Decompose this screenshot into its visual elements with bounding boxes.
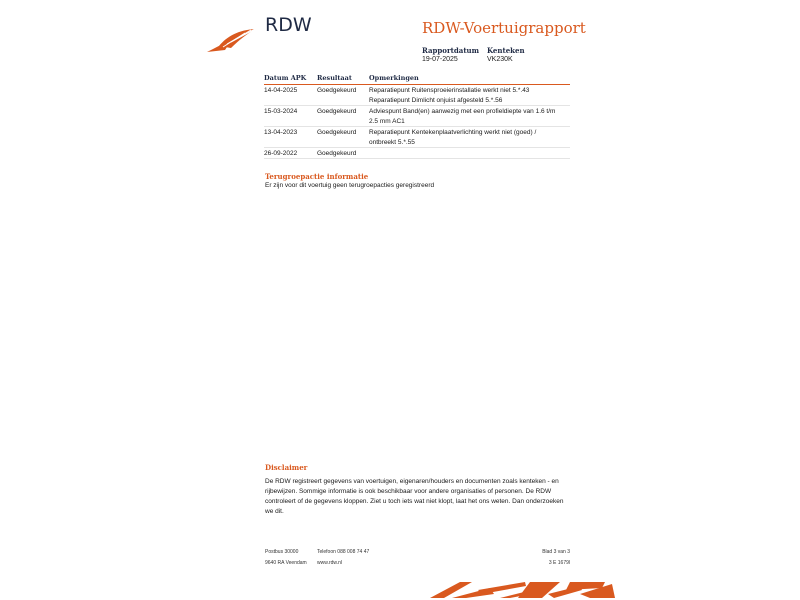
recall-text: Er zijn voor dit voertuig geen terugroepacties geregistreerd: [265, 182, 435, 189]
apk-remarks: [369, 86, 569, 106]
apk-date: 14-04-2025: [264, 87, 298, 94]
report-date-label: Rapportdatum: [422, 46, 480, 55]
table-row: [264, 127, 570, 148]
apk-date: 26-09-2022: [264, 150, 298, 157]
table-row: [264, 85, 570, 106]
apk-result: Goedgekeurd: [317, 129, 357, 136]
footer-website: www.rdw.nl: [317, 560, 343, 566]
footer-phone: Telefoon 088 008 74 47: [317, 549, 370, 555]
brand-name: RDW: [265, 14, 312, 36]
apk-table-header: [264, 74, 570, 85]
col-header-date: Datum APK: [264, 74, 307, 82]
recall-title: Terugroepactie informatie: [265, 172, 369, 181]
disclaimer-title: Disclaimer: [265, 463, 308, 472]
report-title: RDW-Voertuigrapport: [422, 19, 586, 37]
disclaimer-line: controleert of de gegevens kloppen. Ziet u toch iets wat niet klopt, laat het ons weten. Dan onderzoeken: [265, 498, 564, 505]
footer-postbus: Postbus 30000: [265, 549, 299, 555]
report-date-value: 19-07-2025: [422, 56, 458, 63]
col-header-result: Resultaat: [317, 74, 352, 82]
table-row: [264, 106, 570, 127]
plate-label: Kenteken: [487, 46, 525, 55]
disclaimer-line: we dit.: [265, 508, 284, 515]
apk-remark-line: Reparatiepunt Ruitensproeierinstallatie werkt niet 5.*.43: [369, 87, 530, 94]
apk-result: Goedgekeurd: [317, 150, 357, 157]
rdw-logo-icon: [207, 26, 257, 54]
footer-code: 3 E 1679l: [548, 560, 570, 566]
apk-remarks: [369, 107, 569, 127]
apk-table: [264, 74, 570, 159]
apk-remark-line: 2.5 mm AC1: [369, 118, 405, 125]
disclaimer-line: De RDW registreert gegevens van voertuigen, eigenaren/houders en documenten zoals kenteken - en: [265, 478, 559, 485]
apk-remark-line: Reparatiepunt Dimlicht onjuist afgesteld 5.*.56: [369, 97, 503, 104]
table-row: [264, 148, 570, 159]
apk-remark-line: Reparatiepunt Kentekenplaatverlichting werkt niet (goed) /: [369, 129, 537, 136]
plate-value: VK230K: [487, 56, 513, 63]
apk-remark-line: Adviespunt Band(en) aanwezig met een profieldiepte van 1.6 t/m: [369, 108, 556, 115]
apk-remark-line: ontbreekt 5.*.55: [369, 139, 415, 146]
disclaimer-text: [265, 477, 575, 517]
apk-result: Goedgekeurd: [317, 87, 357, 94]
decorative-stripes-icon: [430, 580, 615, 600]
apk-date: 13-04-2023: [264, 129, 298, 136]
footer-postcode: 9640 RA Veendam: [265, 560, 307, 566]
apk-result: Goedgekeurd: [317, 108, 357, 115]
disclaimer-line: rijbewijzen. Sommige informatie is ook beschikbaar voor andere organisaties of personen. De RDW: [265, 488, 552, 495]
col-header-remarks: Opmerkingen: [369, 74, 419, 82]
apk-date: 15-03-2024: [264, 108, 298, 115]
footer-page: Blad 3 van 3: [542, 549, 570, 555]
apk-remarks: [369, 128, 569, 148]
